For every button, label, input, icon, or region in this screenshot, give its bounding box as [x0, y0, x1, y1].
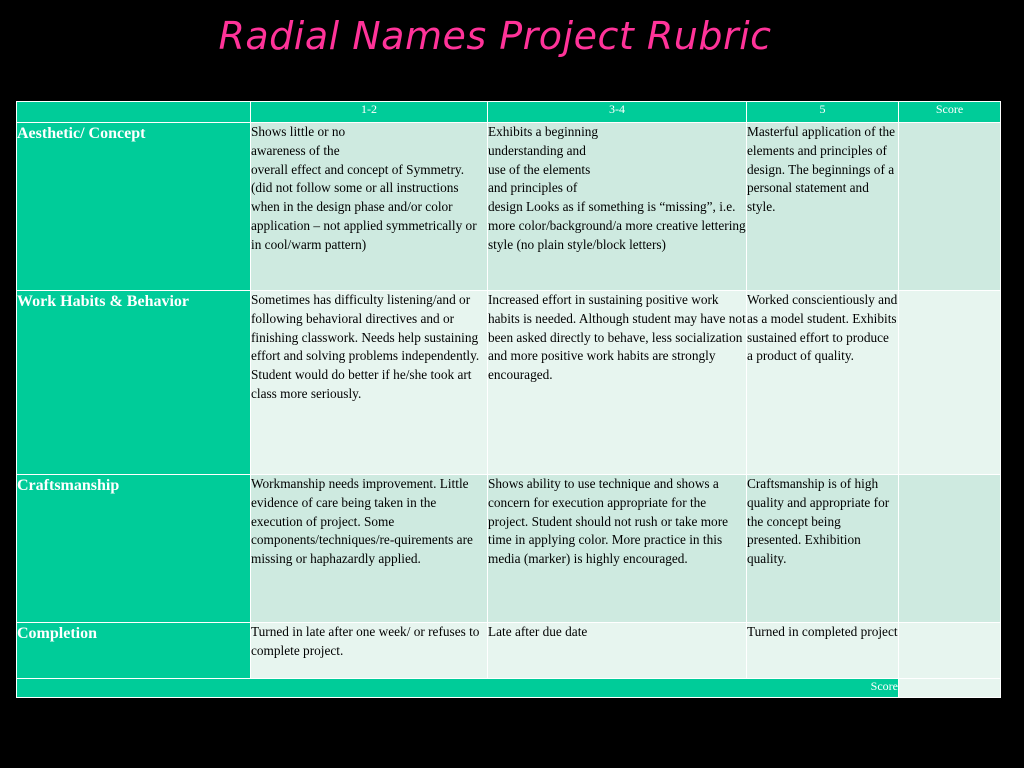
cell-1-2: Turned in late after one week/ or refuses to complete project. — [251, 623, 488, 679]
score-cell[interactable] — [899, 623, 1001, 679]
cell-5: Turned in completed project — [747, 623, 899, 679]
table-header-row — [17, 102, 1001, 123]
row-category: Completion — [17, 623, 251, 679]
header-1-2: 1-2 — [251, 102, 488, 123]
header-3-4: 3-4 — [488, 102, 747, 123]
header-blank — [17, 102, 251, 123]
total-score-row — [17, 679, 1001, 698]
cell-3-4: Increased effort in sustaining positive work habits is needed. Although student may have not been asked directly to behave, less socialization and more positive work habits are strongly encouraged. — [488, 291, 747, 475]
table-row — [17, 123, 1001, 291]
total-score-cell[interactable] — [899, 679, 1001, 698]
cell-5: Craftsmanship is of high quality and appropriate for the concept being presented. Exhibition quality. — [747, 475, 899, 623]
row-category: Aesthetic/ Concept — [17, 123, 251, 291]
row-category: Craftsmanship — [17, 475, 251, 623]
cell-1-2: Workmanship needs improvement. Little evidence of care being taken in the execution of project. Some components/techniques/re-quirements are missing or haphazardly applied. — [251, 475, 488, 623]
rubric-table — [16, 101, 1001, 698]
header-5: 5 — [747, 102, 899, 123]
score-cell[interactable] — [899, 123, 1001, 291]
cell-5: Masterful application of the elements and principles of design. The beginnings of a personal statement and style. — [747, 123, 899, 291]
page-title: Radial Names Project Rubric — [218, 14, 772, 58]
score-cell[interactable] — [899, 475, 1001, 623]
cell-1-2: Shows little or no awareness of the overall effect and concept of Symmetry. (did not follow some or all instructions when in the design phase and/or color application – not applied symmetrically or in cool/warm pattern) — [251, 123, 488, 291]
row-category: Work Habits & Behavior — [17, 291, 251, 475]
cell-3-4: Shows ability to use technique and shows a concern for execution appropriate for the project. Student should not rush or take more time in applying color. More practice in this media (marker) is highly encouraged. — [488, 475, 747, 623]
score-cell[interactable] — [899, 291, 1001, 475]
cell-5: Worked conscientiously and as a model student. Exhibits sustained effort to produce a product of quality. — [747, 291, 899, 475]
table-row — [17, 291, 1001, 475]
cell-3-4: Late after due date — [488, 623, 747, 679]
table-row — [17, 623, 1001, 679]
table-row — [17, 475, 1001, 623]
cell-3-4: Exhibits a beginning understanding and use of the elements and principles of design Looks as if something is “missing”, i.e. more color/background/a more creative lettering style (no plain style/block letters) — [488, 123, 747, 291]
cell-1-2: Sometimes has difficulty listening/and or following behavioral directives and or finishing classwork. Needs help sustaining effort and solving problems independently. Student would do better if he/she took art class more seriously. — [251, 291, 488, 475]
total-score-label: Score — [17, 679, 899, 698]
header-score: Score — [899, 102, 1001, 123]
